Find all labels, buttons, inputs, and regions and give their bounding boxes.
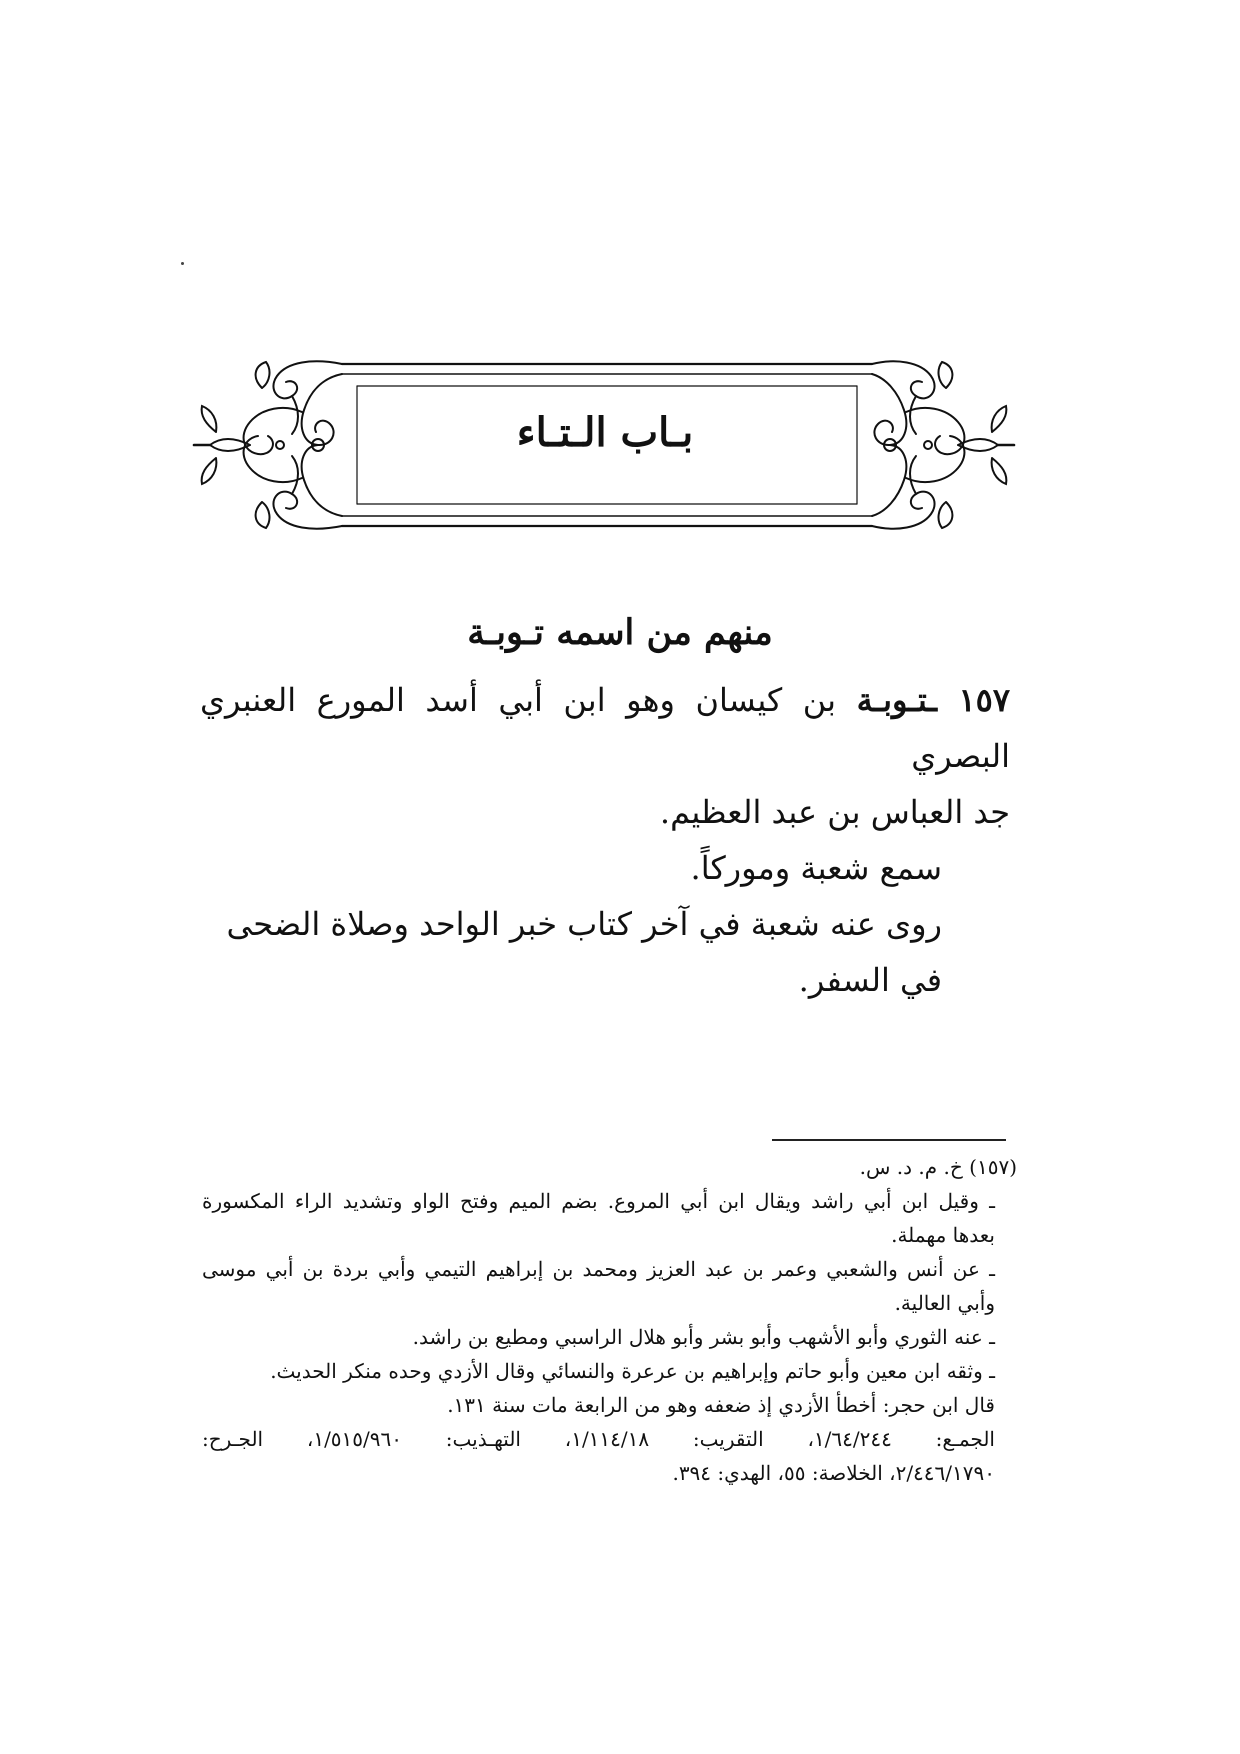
footnote-line: ـ عنه الثوري وأبو الأشهب وأبو بشر وأبو هلال الراسبي ومطيع بن راشد. [412, 1325, 995, 1349]
entry-second-line: جد العباس بن عبد العظيم. [659, 793, 1010, 831]
entry-name: تـوبـة [856, 681, 928, 719]
entry-body [200, 672, 1010, 1008]
footnote-line: ـ وثقه ابن معين وأبو حاتم وإبراهيم بن عرعرة والنسائي وقال الأزدي وحده منكر الحديث. [270, 1359, 995, 1383]
footnote-line: وأبي العالية. [894, 1291, 995, 1315]
footnote-line: بعدها مهملة. [891, 1223, 995, 1247]
chapter-title: بـاب الـتـاء [516, 409, 694, 456]
footnote-divider [772, 1139, 1006, 1141]
entry-number: ١٥٧ ـ [927, 681, 1011, 719]
footnote-ref: (١٥٧) خ. م. د. س. [859, 1155, 1017, 1179]
footnote-line: ـ وقيل ابن أبي راشد ويقال ابن أبي المروع. بضم الميم وفتح الواو وتشديد الراء المكسورة [202, 1189, 995, 1213]
footnote-line: قال ابن حجر: أخطأ الأزدي إذ ضعفه وهو من الرابعة مات سنة ١٣١. [447, 1393, 995, 1417]
entry-first-line-text: بن كيسان وهو ابن أبي أسد المورع العنبري البصري [200, 681, 1010, 775]
footnotes [202, 1150, 1017, 1490]
footnote-sources-line: ٢/٤٤٦/١٧٩٠، الخلاصة: ٥٥، الهدي: ٣٩٤. [672, 1461, 995, 1485]
entry-heard-from: سمع شعبة وموركاً. [690, 849, 942, 887]
footnote-line: ـ عن أنس والشعبي وعمر بن عبد العزيز ومحمد بن إبراهيم التيمي وأبي بردة بن أبي موسى [202, 1257, 995, 1281]
footnote-sources-line: الجمـع: ١/٦٤/٢٤٤، التقريب: ١/١١٤/١٨، التهـذيب: ١/٥١٥/٩٦٠، الجـرح: [202, 1427, 995, 1451]
scan-speck [181, 262, 184, 265]
section-heading: منهم من اسمه تـوبـة [467, 612, 773, 653]
entry-narrated: روى عنه شعبة في آخر كتاب خبر الواحد وصلاة الضحى في السفر. [226, 905, 942, 999]
entry-first-line [200, 672, 1010, 784]
